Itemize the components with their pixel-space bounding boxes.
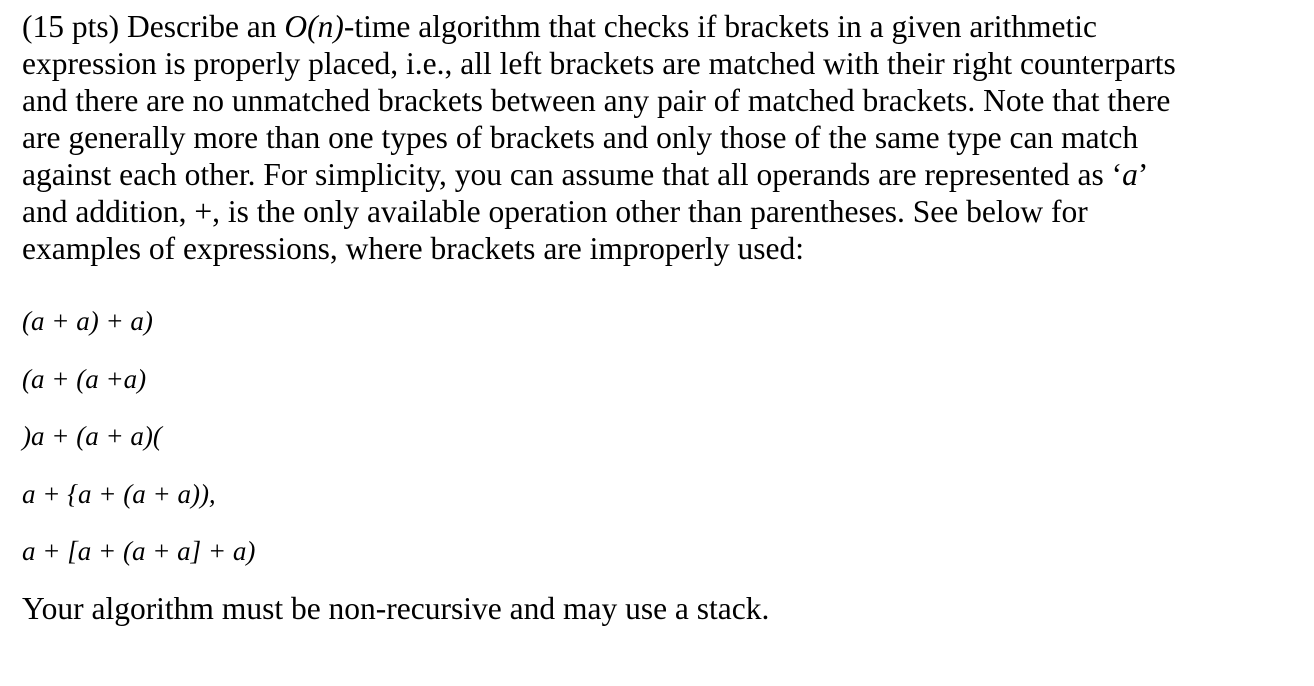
question-line-5 bbox=[22, 156, 1292, 193]
question-line-2: expression is properly placed, i.e., all left brackets are matched with their right counterparts bbox=[22, 46, 1176, 81]
example-expression-5: a + [a + (a + a] + a) bbox=[22, 536, 256, 566]
closing-requirement: Your algorithm must be non-recursive and may use a stack. bbox=[22, 591, 770, 626]
operand-symbol: a bbox=[1122, 157, 1138, 192]
question-line-1-prefix: (15 pts) Describe an bbox=[22, 9, 285, 44]
question-line-3: and there are no unmatched brackets between any pair of matched brackets. Note that there bbox=[22, 83, 1171, 118]
complexity-term: O(n) bbox=[284, 9, 344, 44]
example-expression-2: (a + (a +a) bbox=[22, 363, 147, 394]
example-expression-1: (a + a) + a) bbox=[22, 306, 153, 336]
question-text bbox=[22, 8, 1292, 267]
question-line-1-suffix: -time algorithm that checks if brackets in a given arithmetic bbox=[343, 9, 1098, 44]
question-line-4: are generally more than one types of brackets and only those of the same type can match bbox=[22, 120, 1139, 155]
question-line-6: and addition, +, is the only available operation other than parentheses. See below for bbox=[22, 194, 1088, 229]
question-line-1 bbox=[22, 8, 1292, 45]
question-line-5-prefix: against each other. For simplicity, you can assume that all operands are represented as ‘ bbox=[22, 157, 1123, 192]
example-expression-3: )a + (a + a)( bbox=[22, 421, 162, 451]
question-line-7: examples of expressions, where brackets are improperly used: bbox=[22, 231, 804, 266]
question-paragraph bbox=[22, 8, 1292, 267]
example-expressions bbox=[22, 304, 1292, 568]
question-line-5-suffix: ’ bbox=[1137, 157, 1149, 192]
example-expression-4: a + {a + (a + a)), bbox=[22, 478, 216, 509]
